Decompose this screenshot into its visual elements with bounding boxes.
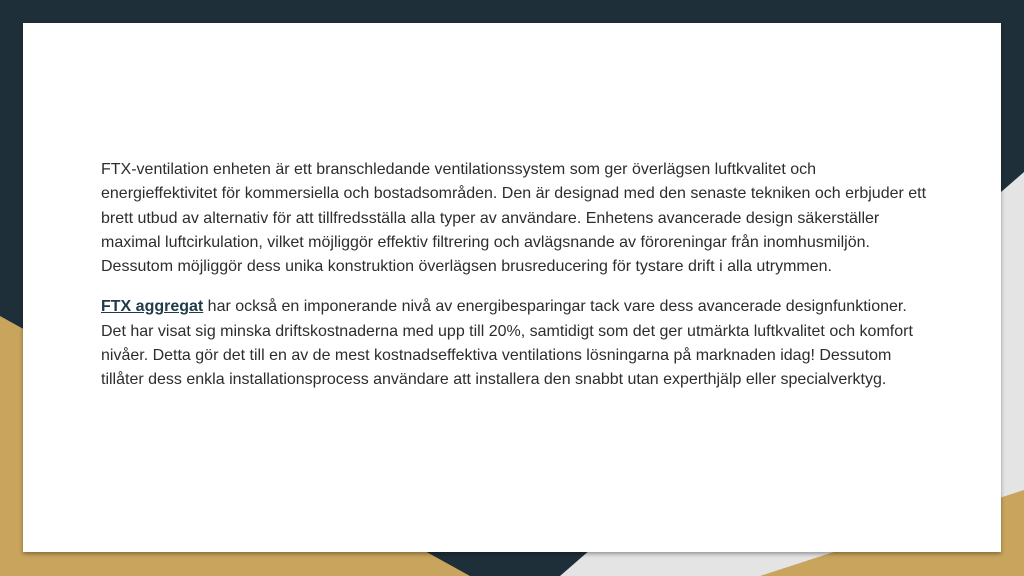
ftx-aggregat-link[interactable]: FTX aggregat bbox=[101, 298, 204, 316]
paragraph-ftx-aggregat bbox=[101, 295, 931, 392]
paragraph-ftx-aggregat-text: har också en imponerande nivå av energibesparingar tack vare dess avancerade designfunktioner. Det har visat sig minska driftskostnaderna med upp till 20%, samtidigt som det ger utmärkta luftkvalitet och komfort nivåer. Detta gör det till en av de mest kostnadseffektiva ventilations lösningarna på marknaden idag! Dessutom tillåter dess enkla installationsprocess användare att installera den snabbt utan experthjälp eller specialverktyg. bbox=[101, 298, 913, 389]
paragraph-ftx-ventilation: FTX-ventilation enheten är ett branschledande ventilationssystem som ger överlägsen luftkvalitet och energieffektivitet för kommersiella och bostadsområden. Den är designad med den senaste tekniken och erbjuder ett brett utbud av alternativ för att tillfredsställa alla typer av användare. Enhetens avancerade design säkerställer maximal luftcirkulation, vilket möjliggör effektiv filtrering och avlägsnande av föroreningar från inomhusmiljön. Dessutom möjliggör dess unika konstruktion överlägsen brusreducering för tystare drift i alla utrymmen. bbox=[101, 161, 927, 276]
slide-card bbox=[23, 23, 1001, 552]
slide-body bbox=[101, 158, 931, 409]
